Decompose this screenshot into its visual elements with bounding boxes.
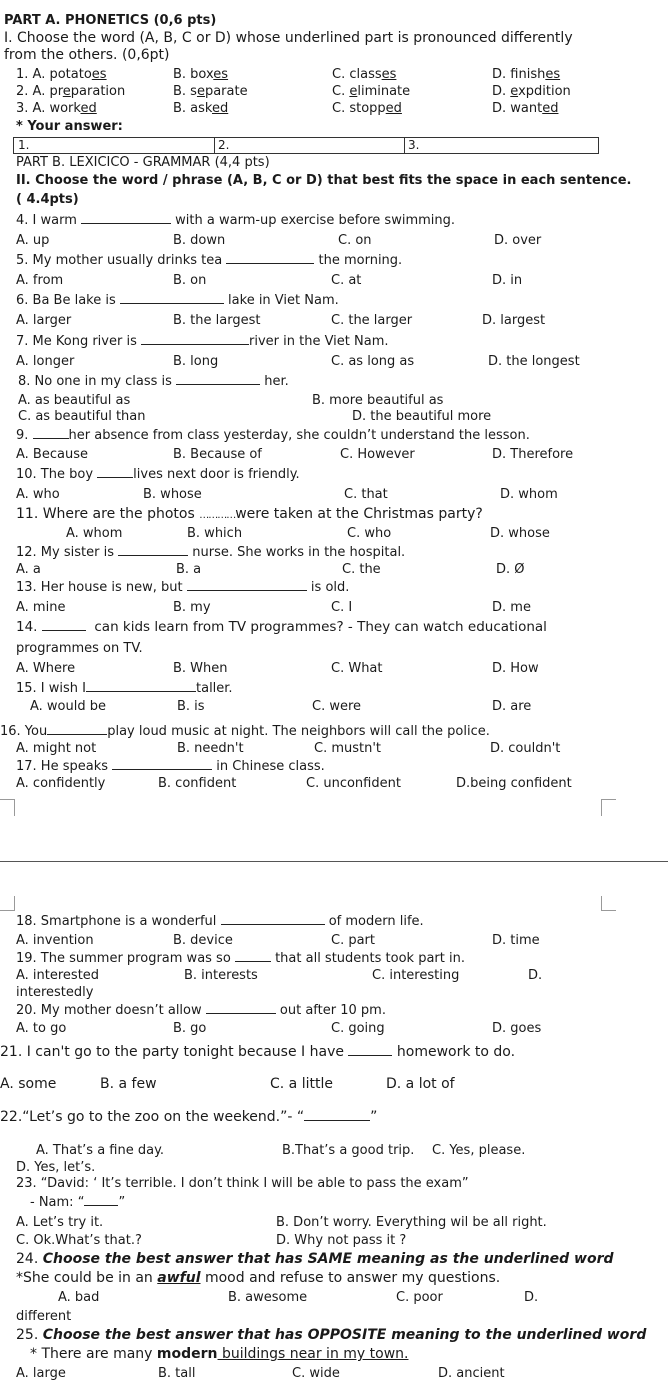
q7-option-d: D. the longest (488, 354, 580, 369)
q10-option-d: D. whom (500, 487, 558, 502)
part-b-title: PART B. LEXICICO - GRAMMAR (4,4 pts) (16, 155, 270, 170)
q8-option-d: D. the beautiful more (352, 409, 492, 424)
q23-stem-cont: - Nam: “ ” (30, 1195, 126, 1210)
q19-option-a: A. interested (16, 968, 100, 983)
q13-option-c: C. I (331, 600, 353, 615)
q19-option-b: B. interests (184, 968, 258, 983)
q1-option-d: D. finishes (492, 67, 561, 82)
q17-option-d: D.being confident (456, 776, 572, 791)
q22-option-a: A. That’s a fine day. (36, 1143, 165, 1158)
q6-option-a: A. larger (16, 313, 72, 328)
q12-stem: 12. My sister is nurse. She works in the hospital. (16, 545, 406, 560)
q14-stem: 14. can kids learn from TV programmes? - They can watch educational (16, 619, 547, 635)
q8-option-c: C. as beautiful than (18, 409, 146, 424)
q8-option-b: B. more beautiful as (312, 393, 444, 408)
q4-option-a: A. up (16, 233, 50, 248)
q9-option-b: B. Because of (173, 447, 262, 462)
q2-option-b: B. separate (173, 84, 248, 99)
q4-option-b: B. down (173, 233, 226, 248)
q5-option-b: B. on (173, 273, 207, 288)
q13-option-b: B. my (173, 600, 211, 615)
q8-stem: 8. No one in my class is her. (18, 374, 289, 389)
q11-option-c: C. who (347, 526, 392, 541)
q20-option-b: B. go (173, 1021, 207, 1036)
answer-box[interactable] (13, 137, 599, 154)
q7-option-b: B. long (173, 354, 219, 369)
answer-cell-3[interactable]: 3. (408, 138, 420, 152)
q23-option-c: C. Ok.What’s that.? (16, 1233, 142, 1248)
q18-option-b: B. device (173, 933, 233, 948)
q1-option-a: 1. A. potatoes (16, 67, 107, 82)
q3-option-a: 3. A. worked (16, 101, 97, 116)
q24-instruction: 24. Choose the best answer that has SAME meaning as the underlined word (16, 1251, 614, 1267)
q20-option-a: A. to go (16, 1021, 67, 1036)
q6-option-d: D. largest (482, 313, 546, 328)
q2-option-a: 2. A. preparation (16, 84, 126, 99)
part-b-instruction: II. Choose the word / phrase (A, B, C or D) that best fits the space in each sentence. (16, 173, 632, 188)
q11-option-d: D. whose (490, 526, 550, 541)
q10-option-c: C. that (344, 487, 388, 502)
q25-option-c: C. wide (292, 1366, 340, 1381)
q24-option-d: D. (524, 1290, 539, 1305)
q22-option-b: B.That’s a good trip. (282, 1143, 415, 1158)
q9-option-c: C. However (340, 447, 415, 462)
q5-option-c: C. at (331, 273, 362, 288)
q21-option-c: C. a little (270, 1076, 333, 1092)
q21-option-b: B. a few (100, 1076, 157, 1092)
q25-option-d: D. ancient (438, 1366, 505, 1381)
q13-stem: 13. Her house is new, but is old. (16, 580, 350, 595)
q12-option-c: C. the (342, 562, 381, 577)
q4-option-c: C. on (338, 233, 372, 248)
q23-option-b: B. Don’t worry. Everything wil be all right. (276, 1215, 547, 1230)
page-divider (0, 861, 668, 862)
q6-stem: 6. Ba Be lake is lake in Viet Nam. (16, 293, 339, 308)
part-a-title: PART A. PHONETICS (0,6 pts) (4, 13, 217, 28)
q3-option-c: C. stopped (332, 101, 402, 116)
q6-option-b: B. the largest (173, 313, 261, 328)
q15-stem: 15. I wish I taller. (16, 681, 233, 696)
q18-stem: 18. Smartphone is a wonderful of modern life. (16, 914, 424, 929)
q22-option-c: C. Yes, please. (432, 1143, 526, 1158)
q9-stem: 9. her absence from class yesterday, she couldn’t understand the lesson. (16, 428, 530, 443)
q19-option-c: C. interesting (372, 968, 460, 983)
q24-option-a: A. bad (58, 1290, 100, 1305)
q24-option-b: B. awesome (228, 1290, 308, 1305)
q5-option-d: D. in (492, 273, 523, 288)
q16-option-d: D. couldn't (490, 741, 561, 756)
q15-option-a: A. would be (30, 699, 107, 714)
q7-option-c: C. as long as (331, 354, 415, 369)
your-answer-label: * Your answer: (16, 119, 123, 134)
q3-option-d: D. wanted (492, 101, 559, 116)
q14-stem-cont: programmes on TV. (16, 641, 143, 656)
q2-option-d: D. expdition (492, 84, 571, 99)
q24-sentence: *She could be in an awful mood and refuse to answer my questions. (16, 1270, 501, 1286)
part-a-instruction: I. Choose the word (A, B, C or D) whose underlined part is pronounced differently (4, 30, 573, 46)
q20-stem: 20. My mother doesn’t allow out after 10 pm. (16, 1003, 386, 1018)
q13-option-d: D. me (492, 600, 531, 615)
q21-option-d: D. a lot of (386, 1076, 455, 1092)
q20-option-c: C. going (331, 1021, 385, 1036)
q6-option-c: C. the larger (331, 313, 413, 328)
crop-mark (601, 896, 616, 911)
q25-option-b: B. tall (158, 1366, 196, 1381)
crop-mark (601, 799, 616, 816)
q4-stem: 4. I warm with a warm-up exercise before swimming. (16, 213, 456, 228)
q8-option-a: A. as beautiful as (18, 393, 131, 408)
q3-option-b: B. asked (173, 101, 229, 116)
q4-option-d: D. over (494, 233, 542, 248)
q10-stem: 10. The boy lives next door is friendly. (16, 467, 300, 482)
q24-option-c: C. poor (396, 1290, 443, 1305)
q21-stem: 21. I can't go to the party tonight because I have homework to do. (0, 1044, 516, 1060)
q10-option-a: A. who (16, 487, 60, 502)
q2-option-c: C. eliminate (332, 84, 411, 99)
q17-option-b: B. confident (158, 776, 237, 791)
q1-option-b: B. boxes (173, 67, 229, 82)
q7-stem: 7. Me Kong river is river in the Viet Nam. (16, 334, 389, 349)
q23-option-a: A. Let’s try it. (16, 1215, 104, 1230)
q18-option-c: C. part (331, 933, 376, 948)
part-a-instruction-cont: from the others. (0,6pt) (4, 47, 170, 63)
q23-stem: 23. “David: ‘ It’s terrible. I don’t think I will be able to pass the exam” (16, 1176, 469, 1191)
q9-option-a: A. Because (16, 447, 88, 462)
q15-option-d: D. are (492, 699, 532, 714)
q17-stem: 17. He speaks in Chinese class. (16, 759, 325, 774)
q10-option-b: B. whose (143, 487, 202, 502)
q24-option-d-text: different (16, 1309, 72, 1324)
crop-mark (0, 799, 15, 816)
q16-stem: 16. You play loud music at night. The neighbors will call the police. (0, 724, 490, 739)
q12-option-d: D. Ø (496, 562, 525, 577)
q19-stem: 19. The summer program was so that all students took part in. (16, 951, 465, 966)
q12-option-b: B. a (176, 562, 202, 577)
q16-option-b: B. needn't (177, 741, 244, 756)
q14-option-c: C. What (331, 661, 383, 676)
q23-option-d: D. Why not pass it ? (276, 1233, 407, 1248)
q22-stem: 22.“Let’s go to the zoo on the weekend.”- “ ” (0, 1109, 378, 1125)
answer-cell-2[interactable]: 2. (214, 138, 405, 153)
q1-option-c: C. classes (332, 67, 397, 82)
q17-option-a: A. confidently (16, 776, 106, 791)
q18-option-a: A. invention (16, 933, 94, 948)
q11-option-a: A. whom (66, 526, 123, 541)
q5-option-a: A. from (16, 273, 64, 288)
q16-option-c: C. mustn't (314, 741, 382, 756)
q19-option-d-text: interestedly (16, 985, 94, 1000)
q9-option-d: D. Therefore (492, 447, 574, 462)
q15-option-b: B. is (177, 699, 205, 714)
part-b-instruction-cont: ( 4.4pts) (16, 192, 79, 207)
q14-option-a: A. Where (16, 661, 76, 676)
q15-option-c: C. were (312, 699, 362, 714)
q25-sentence: * There are many modern buildings near in my town. (30, 1346, 409, 1362)
q11-stem: 11. Where are the photos …………were taken at the Christmas party? (16, 506, 483, 522)
q5-stem: 5. My mother usually drinks tea the morning. (16, 253, 403, 268)
q18-option-d: D. time (492, 933, 540, 948)
q11-option-b: B. which (187, 526, 243, 541)
answer-cell-1[interactable]: 1. (14, 138, 215, 153)
q16-option-a: A. might not (16, 741, 97, 756)
q22-option-d: D. Yes, let’s. (16, 1160, 96, 1175)
q14-option-d: D. How (492, 661, 539, 676)
q14-option-b: B. When (173, 661, 228, 676)
q7-option-a: A. longer (16, 354, 75, 369)
q19-option-d: D. (528, 968, 543, 983)
crop-mark (0, 896, 15, 911)
q25-option-a: A. large (16, 1366, 66, 1381)
q21-option-a: A. some (0, 1076, 57, 1092)
q12-option-a: A. a (16, 562, 41, 577)
q25-instruction: 25. Choose the best answer that has OPPOSITE meaning to the underlined word (16, 1327, 647, 1343)
q17-option-c: C. unconfident (306, 776, 401, 791)
q13-option-a: A. mine (16, 600, 66, 615)
q20-option-d: D. goes (492, 1021, 542, 1036)
